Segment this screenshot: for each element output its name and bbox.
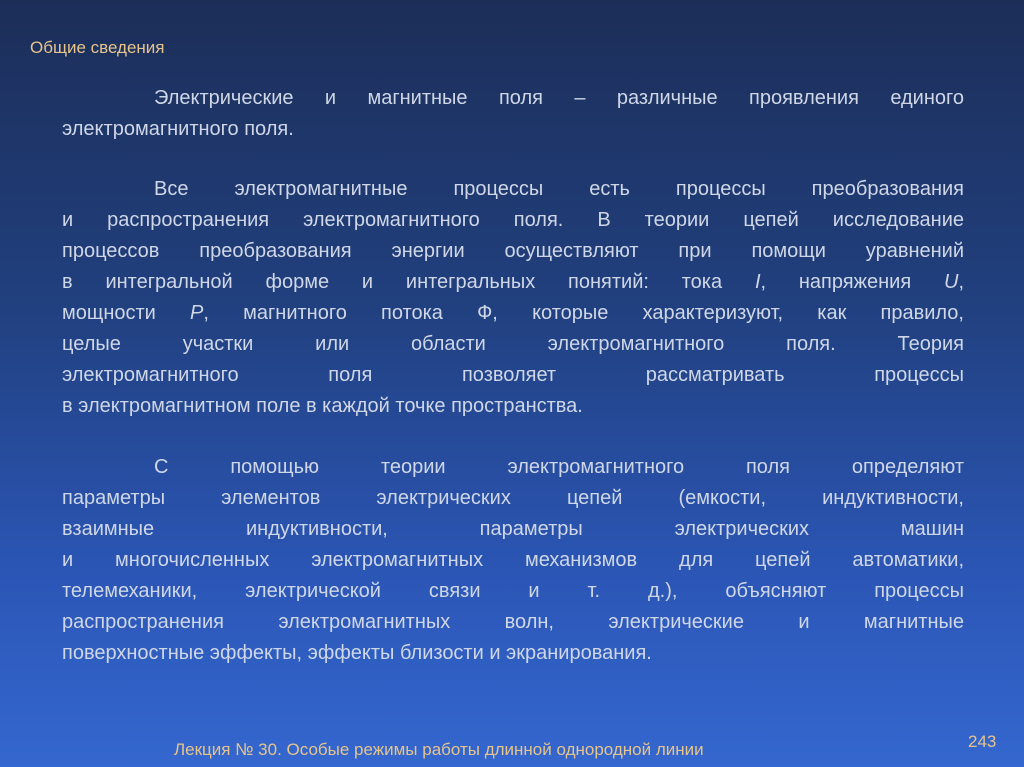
paragraph-line: взаимные индуктивности, параметры электрических машин xyxy=(62,518,964,540)
paragraph-3 xyxy=(62,452,964,669)
paragraph-line: и многочисленных электромагнитных механизмов для цепей автоматики, xyxy=(62,549,964,571)
page-number: 243 xyxy=(968,732,997,751)
paragraph-line: телемеханики, электрической связи и т. д.), объясняют процессы xyxy=(62,580,964,602)
paragraph-line: Все электромагнитные процессы есть процессы преобразования xyxy=(154,178,964,200)
paragraph-line: электромагнитного поля. xyxy=(62,118,294,140)
paragraph-line: мощности P, магнитного потока Ф, которые характеризуют, как правило, xyxy=(62,302,964,324)
paragraph-line: в электромагнитном поле в каждой точке пространства. xyxy=(62,395,583,417)
paragraph-line: в интегральной форме и интегральных понятий: тока I, напряжения U, xyxy=(62,271,964,293)
paragraph-2 xyxy=(62,174,964,422)
paragraph-line: параметры элементов электрических цепей (емкости, индуктивности, xyxy=(62,487,964,509)
paragraph-line: С помощью теории электромагнитного поля определяют xyxy=(154,456,964,478)
footer-lecture-title: Лекция № 30. Особые режимы работы длинной однородной линии xyxy=(174,740,704,759)
paragraph-1 xyxy=(62,83,964,145)
paragraph-line: электромагнитного поля позволяет рассматривать процессы xyxy=(62,364,964,386)
paragraph-line: распространения электромагнитных волн, электрические и магнитные xyxy=(62,611,964,633)
paragraph-line: поверхностные эффекты, эффекты близости и экранирования. xyxy=(62,642,652,664)
paragraph-line: целые участки или области электромагнитного поля. Теория xyxy=(62,333,964,355)
slide-title: Общие сведения xyxy=(30,38,165,57)
paragraph-line: и распространения электромагнитного поля. В теории цепей исследование xyxy=(62,209,964,231)
paragraph-line: Электрические и магнитные поля – различные проявления единого xyxy=(154,87,964,109)
paragraph-line: процессов преобразования энергии осуществляют при помощи уравнений xyxy=(62,240,964,262)
